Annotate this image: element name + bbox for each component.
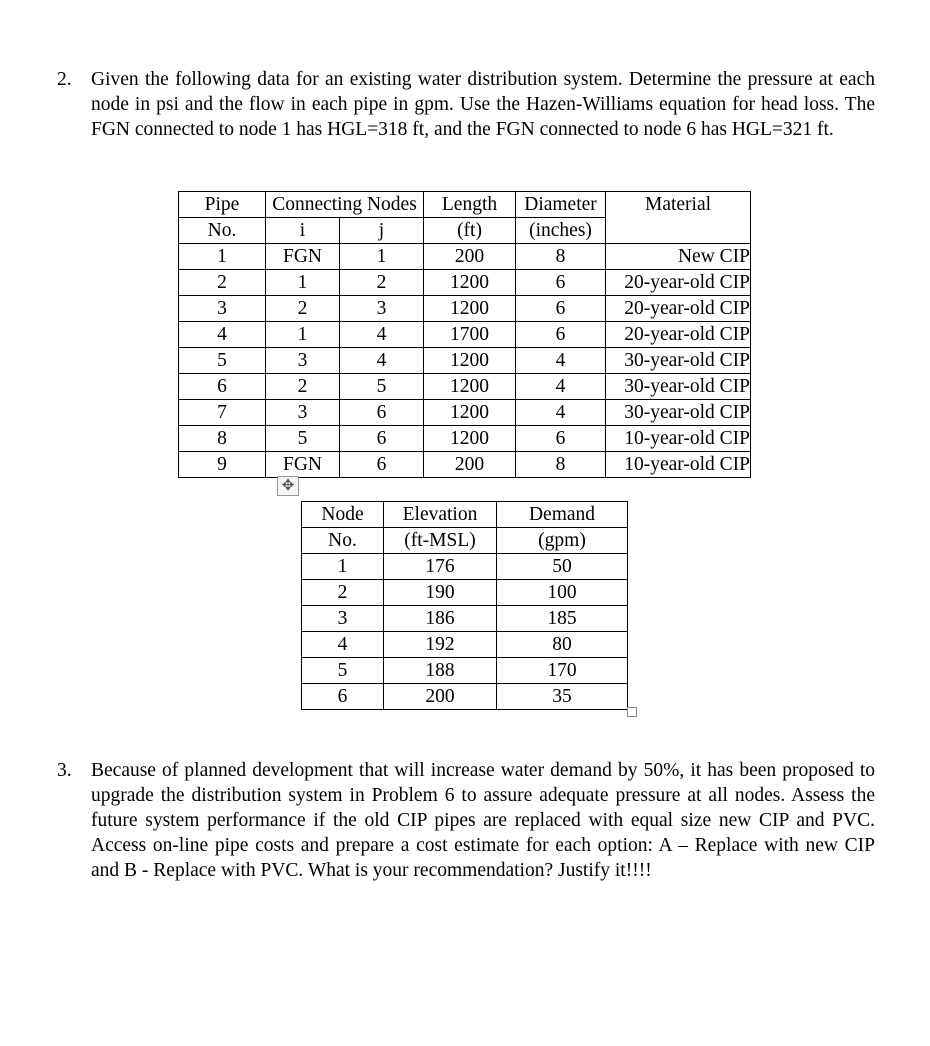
pipe-row-j-cell: 6 bbox=[340, 400, 424, 426]
pipe-row-no-cell: 3 bbox=[179, 296, 266, 322]
pipe-row-diameter-cell: 6 bbox=[516, 270, 606, 296]
table-move-handle-icon[interactable]: ✥ bbox=[277, 476, 299, 496]
pipe-row bbox=[179, 270, 751, 296]
pipe-row-length-cell: 200 bbox=[424, 452, 516, 478]
pipe-row-length-cell: 200 bbox=[424, 244, 516, 270]
pipe-row-diameter-cell: 6 bbox=[516, 296, 606, 322]
pipe-row-i-cell: 5 bbox=[266, 426, 340, 452]
header-elevation-unit: (ft-MSL) bbox=[384, 528, 497, 554]
pipe-row-material-cell: 20-year-old CIP bbox=[606, 322, 751, 348]
pipe-row-length-cell: 1200 bbox=[424, 348, 516, 374]
pipe-row-i-cell: 3 bbox=[266, 400, 340, 426]
pipe-row-diameter-cell: 4 bbox=[516, 348, 606, 374]
node-row-no-cell: 3 bbox=[302, 606, 384, 632]
pipe-row-no-cell: 7 bbox=[179, 400, 266, 426]
pipe-row-j-cell: 4 bbox=[340, 322, 424, 348]
header-node: Node bbox=[302, 502, 384, 528]
node-row-elevation-cell: 186 bbox=[384, 606, 497, 632]
node-row bbox=[302, 658, 628, 684]
header-pipe: Pipe bbox=[179, 192, 266, 218]
node-row-no-cell: 6 bbox=[302, 684, 384, 710]
node-row-demand-cell: 80 bbox=[497, 632, 628, 658]
pipe-row-j-cell: 6 bbox=[340, 426, 424, 452]
pipe-row-j-cell: 1 bbox=[340, 244, 424, 270]
header-material: Material bbox=[606, 192, 751, 244]
node-row bbox=[302, 632, 628, 658]
pipe-row-i-cell: FGN bbox=[266, 452, 340, 478]
node-row-demand-cell: 100 bbox=[497, 580, 628, 606]
table-resize-handle[interactable] bbox=[627, 707, 637, 717]
pipe-row bbox=[179, 322, 751, 348]
node-row bbox=[302, 580, 628, 606]
pipe-row-no-cell: 8 bbox=[179, 426, 266, 452]
pipe-row-no-cell: 9 bbox=[179, 452, 266, 478]
pipe-row-j-cell: 6 bbox=[340, 452, 424, 478]
header-pipe-no: No. bbox=[179, 218, 266, 244]
pipe-row-diameter-cell: 6 bbox=[516, 426, 606, 452]
pipe-row-no-cell: 5 bbox=[179, 348, 266, 374]
node-row-demand-cell: 170 bbox=[497, 658, 628, 684]
problem-2 bbox=[57, 67, 875, 142]
pipe-row-i-cell: 2 bbox=[266, 296, 340, 322]
header-diameter-unit: (inches) bbox=[516, 218, 606, 244]
node-data-table bbox=[301, 501, 628, 710]
node-row-elevation-cell: 176 bbox=[384, 554, 497, 580]
pipe-row bbox=[179, 400, 751, 426]
problem-3 bbox=[57, 758, 875, 883]
node-row-demand-cell: 185 bbox=[497, 606, 628, 632]
pipe-data-table bbox=[178, 191, 751, 478]
pipe-row-i-cell: 2 bbox=[266, 374, 340, 400]
node-row bbox=[302, 554, 628, 580]
pipe-row bbox=[179, 374, 751, 400]
pipe-row-length-cell: 1200 bbox=[424, 374, 516, 400]
pipe-row bbox=[179, 452, 751, 478]
node-row-elevation-cell: 188 bbox=[384, 658, 497, 684]
node-row-demand-cell: 35 bbox=[497, 684, 628, 710]
node-row-elevation-cell: 200 bbox=[384, 684, 497, 710]
node-table-subheader-row bbox=[302, 528, 628, 554]
pipe-row-material-cell: 10-year-old CIP bbox=[606, 452, 751, 478]
problem-3-number: 3. bbox=[57, 760, 72, 781]
pipe-row-j-cell: 3 bbox=[340, 296, 424, 322]
problem-2-text: Given the following data for an existing water distribution system. Determine the pressure at each node in psi and the flow in each pipe in gpm. Use the Hazen-Williams equation for head loss. The FGN connected to node 1 has HGL=318 ft, and the FGN connected to node 6 has HGL=321 ft. bbox=[91, 69, 875, 140]
header-node-i: i bbox=[266, 218, 340, 244]
pipe-row-length-cell: 1200 bbox=[424, 270, 516, 296]
pipe-row-diameter-cell: 4 bbox=[516, 374, 606, 400]
header-length: Length bbox=[424, 192, 516, 218]
pipe-row bbox=[179, 244, 751, 270]
node-table-header-row bbox=[302, 502, 628, 528]
pipe-row-no-cell: 2 bbox=[179, 270, 266, 296]
node-row-no-cell: 1 bbox=[302, 554, 384, 580]
pipe-row-no-cell: 6 bbox=[179, 374, 266, 400]
pipe-row bbox=[179, 348, 751, 374]
pipe-row-diameter-cell: 8 bbox=[516, 452, 606, 478]
pipe-row-material-cell: 20-year-old CIP bbox=[606, 296, 751, 322]
header-node-no: No. bbox=[302, 528, 384, 554]
node-row-no-cell: 4 bbox=[302, 632, 384, 658]
header-diameter: Diameter bbox=[516, 192, 606, 218]
pipe-row-diameter-cell: 8 bbox=[516, 244, 606, 270]
node-row-elevation-cell: 192 bbox=[384, 632, 497, 658]
pipe-row-j-cell: 5 bbox=[340, 374, 424, 400]
node-row-elevation-cell: 190 bbox=[384, 580, 497, 606]
pipe-row-j-cell: 2 bbox=[340, 270, 424, 296]
node-row-demand-cell: 50 bbox=[497, 554, 628, 580]
pipe-row-length-cell: 1200 bbox=[424, 426, 516, 452]
pipe-row-i-cell: 1 bbox=[266, 322, 340, 348]
pipe-row bbox=[179, 296, 751, 322]
pipe-row-no-cell: 1 bbox=[179, 244, 266, 270]
node-row bbox=[302, 684, 628, 710]
header-elevation: Elevation bbox=[384, 502, 497, 528]
pipe-row-diameter-cell: 4 bbox=[516, 400, 606, 426]
pipe-row bbox=[179, 426, 751, 452]
pipe-row-material-cell: 30-year-old CIP bbox=[606, 348, 751, 374]
pipe-row-i-cell: FGN bbox=[266, 244, 340, 270]
pipe-table-header-row bbox=[179, 192, 751, 218]
pipe-row-material-cell: 30-year-old CIP bbox=[606, 400, 751, 426]
header-connecting-nodes: Connecting Nodes bbox=[266, 192, 424, 218]
pipe-row-j-cell: 4 bbox=[340, 348, 424, 374]
pipe-row-length-cell: 1200 bbox=[424, 400, 516, 426]
node-row-no-cell: 5 bbox=[302, 658, 384, 684]
pipe-row-material-cell: 20-year-old CIP bbox=[606, 270, 751, 296]
problem-3-text: Because of planned development that will increase water demand by 50%, it has been proposed to upgrade the distribution system in Problem 6 to assure adequate pressure at all nodes. Assess the future system performance if the old CIP pipes are replaced with equal size new CIP and PVC. Access on-line pipe costs and prepare a cost estimate for each option: A – Replace with new CIP and B - Replace with PVC. What is your recommendation? Justify it!!!! bbox=[91, 760, 875, 881]
problem-2-number: 2. bbox=[57, 69, 72, 90]
header-length-unit: (ft) bbox=[424, 218, 516, 244]
pipe-row-material-cell: New CIP bbox=[606, 244, 751, 270]
pipe-row-material-cell: 10-year-old CIP bbox=[606, 426, 751, 452]
header-demand: Demand bbox=[497, 502, 628, 528]
pipe-row-i-cell: 3 bbox=[266, 348, 340, 374]
pipe-row-length-cell: 1700 bbox=[424, 322, 516, 348]
pipe-row-material-cell: 30-year-old CIP bbox=[606, 374, 751, 400]
pipe-row-i-cell: 1 bbox=[266, 270, 340, 296]
node-row-no-cell: 2 bbox=[302, 580, 384, 606]
header-node-j: j bbox=[340, 218, 424, 244]
pipe-row-length-cell: 1200 bbox=[424, 296, 516, 322]
node-row bbox=[302, 606, 628, 632]
header-demand-unit: (gpm) bbox=[497, 528, 628, 554]
pipe-row-diameter-cell: 6 bbox=[516, 322, 606, 348]
pipe-row-no-cell: 4 bbox=[179, 322, 266, 348]
